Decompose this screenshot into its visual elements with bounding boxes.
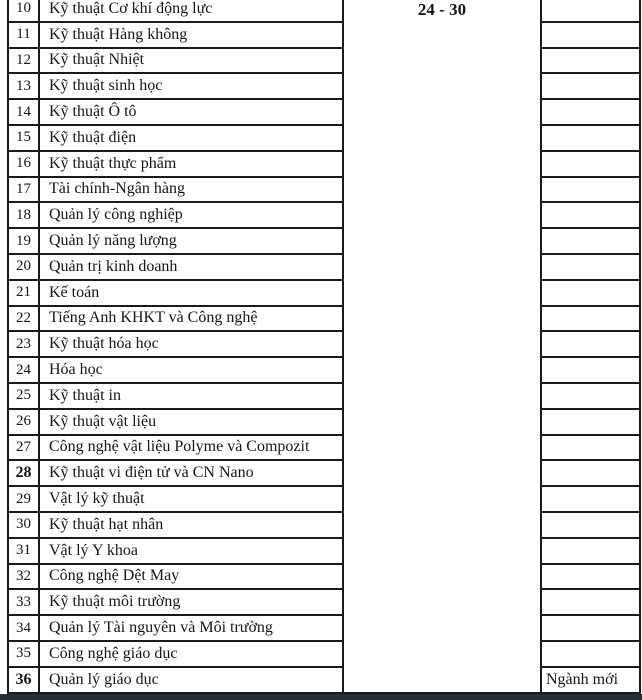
row-number-cell: 32 — [9, 565, 40, 591]
note-cell — [542, 281, 641, 307]
note-cell — [542, 229, 641, 255]
major-name-cell: Công nghệ giáo dục — [40, 642, 344, 668]
row-number-cell: 24 — [9, 358, 40, 384]
row-number-cell: 12 — [9, 49, 40, 75]
row-number-cell: 35 — [9, 642, 40, 668]
note-cell — [542, 590, 641, 616]
row-number-cell: 23 — [9, 332, 40, 358]
note-cell — [542, 384, 641, 410]
score-range-value: 24 - 30 — [417, 0, 467, 19]
row-number-cell: 20 — [9, 255, 40, 281]
major-name-cell: Kỹ thuật hóa học — [40, 332, 344, 358]
row-number-cell: 36 — [9, 668, 40, 694]
note-cell — [542, 461, 641, 487]
major-name-cell: Kỹ thuật Cơ khí động lực — [40, 0, 344, 23]
note-cell — [542, 178, 641, 204]
row-number-cell: 27 — [9, 436, 40, 462]
row-number-cell: 21 — [9, 281, 40, 307]
page-bottom-bar — [0, 694, 642, 700]
note-cell — [542, 616, 641, 642]
note-cell — [542, 487, 641, 513]
row-number-cell: 28 — [9, 461, 40, 487]
note-cell — [542, 565, 641, 591]
note-cell — [542, 539, 641, 565]
major-name-cell: Kỹ thuật hạt nhân — [40, 513, 344, 539]
major-name-cell: Kỹ thuật sinh học — [40, 74, 344, 100]
major-name-cell: Tài chính-Ngân hàng — [40, 178, 344, 204]
major-name-cell: Vật lý Y khoa — [40, 539, 344, 565]
row-number-cell: 25 — [9, 384, 40, 410]
major-name-cell: Quản lý năng lượng — [40, 229, 344, 255]
note-cell — [542, 436, 641, 462]
major-name-cell: Hóa học — [40, 358, 344, 384]
note-cell: Ngành mới — [542, 668, 641, 694]
row-number-cell: 14 — [9, 100, 40, 126]
note-cell — [542, 0, 641, 23]
note-cell — [542, 126, 641, 152]
note-cell — [542, 23, 641, 49]
row-number-cell: 30 — [9, 513, 40, 539]
row-number-cell: 11 — [9, 23, 40, 49]
note-cell — [542, 74, 641, 100]
note-cell — [542, 513, 641, 539]
note-cell — [542, 152, 641, 178]
major-name-cell: Kế toán — [40, 281, 344, 307]
row-number-cell: 17 — [9, 178, 40, 204]
major-name-cell: Kỹ thuật in — [40, 384, 344, 410]
note-cell — [542, 255, 641, 281]
note-cell — [542, 332, 641, 358]
note-cell — [542, 100, 641, 126]
major-name-cell: Kỹ thuật thực phẩm — [40, 152, 344, 178]
row-number-cell: 10 — [9, 0, 40, 23]
major-name-cell: Công nghệ Dệt May — [40, 565, 344, 591]
admission-table — [7, 0, 641, 694]
major-name-cell: Vật lý kỹ thuật — [40, 487, 344, 513]
major-name-cell: Kỹ thuật điện — [40, 126, 344, 152]
note-cell — [542, 203, 641, 229]
row-number-cell: 29 — [9, 487, 40, 513]
note-cell — [542, 358, 641, 384]
major-name-cell: Kỹ thuật Nhiệt — [40, 49, 344, 75]
row-number-cell: 33 — [9, 590, 40, 616]
major-name-cell: Quản trị kinh doanh — [40, 255, 344, 281]
row-number-cell: 13 — [9, 74, 40, 100]
major-name-cell: Kỹ thuật Ô tô — [40, 100, 344, 126]
major-name-cell: Quản lý công nghiệp — [40, 203, 344, 229]
note-cell — [542, 642, 641, 668]
row-number-cell: 34 — [9, 616, 40, 642]
row-number-cell: 16 — [9, 152, 40, 178]
major-name-cell: Kỹ thuật Hàng không — [40, 23, 344, 49]
row-number-cell: 19 — [9, 229, 40, 255]
row-number-cell: 26 — [9, 410, 40, 436]
major-name-cell: Kỹ thuật vi điện tử và CN Nano — [40, 461, 344, 487]
row-number-cell: 31 — [9, 539, 40, 565]
major-name-cell: Quản lý giáo dục — [40, 668, 344, 694]
major-name-cell: Tiếng Anh KHKT và Công nghệ — [40, 307, 344, 333]
row-number-cell: 18 — [9, 203, 40, 229]
note-cell — [542, 307, 641, 333]
row-number-cell: 22 — [9, 307, 40, 333]
major-name-cell: Công nghệ vật liệu Polyme và Compozit — [40, 436, 344, 462]
note-cell — [542, 410, 641, 436]
major-name-cell: Kỹ thuật vật liệu — [40, 410, 344, 436]
major-name-cell: Quản lý Tài nguyên và Môi trường — [40, 616, 344, 642]
note-cell — [542, 49, 641, 75]
row-number-cell: 15 — [9, 126, 40, 152]
major-name-cell: Kỹ thuật môi trường — [40, 590, 344, 616]
score-range-cell — [344, 0, 542, 694]
